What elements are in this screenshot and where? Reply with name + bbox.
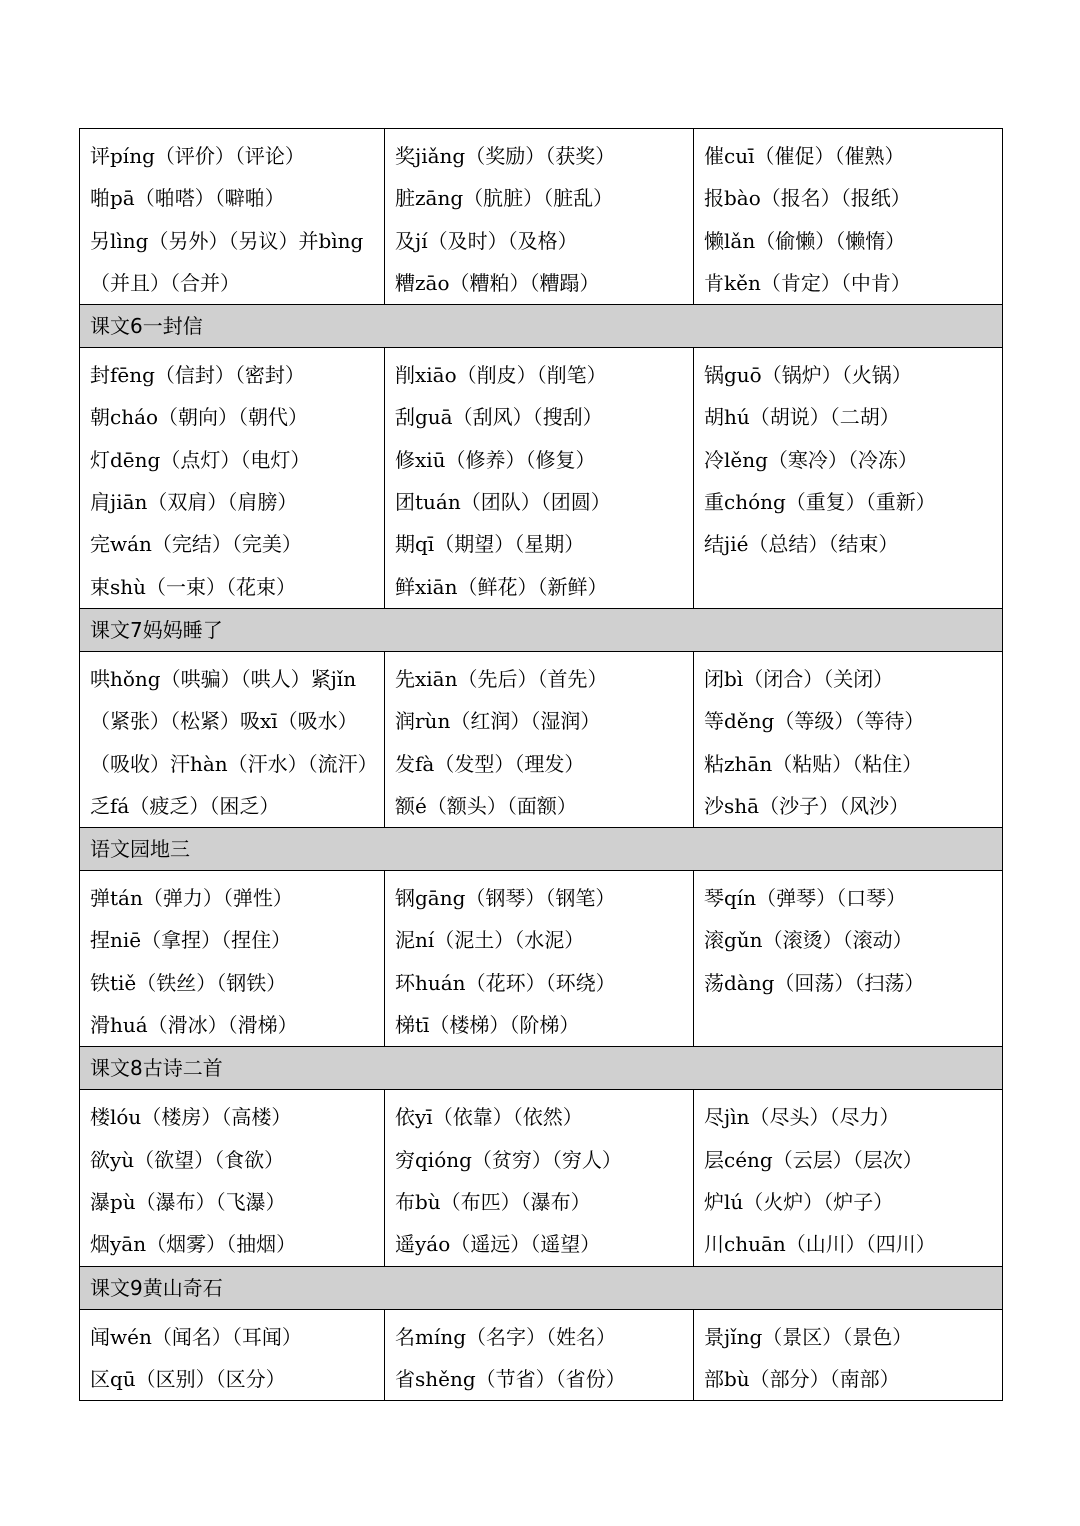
vocabulary-entry: 泥ní（泥土）（水泥） [395, 928, 585, 953]
vocabulary-entry: 等děng（等级）（等待） [704, 709, 925, 734]
vocabulary-entry: 报bào（报名）（报纸） [704, 186, 911, 211]
vocabulary-entry: 捏niē（拿捏）（捏住） [90, 928, 292, 953]
vocabulary-entry: 省shěng（节省）（省份） [395, 1366, 626, 1391]
vocabulary-entry: 钢gāng（钢琴）（钢笔） [395, 886, 616, 911]
vocabulary-entry: 名míng（名字）（姓名） [395, 1324, 617, 1349]
vocabulary-entry: 乏fá（疲乏）（困乏） [90, 793, 280, 818]
vocabulary-entry: 锅guō（锅炉）（火锅） [704, 363, 912, 388]
vocabulary-row [80, 871, 1003, 1047]
vocabulary-entry: 团tuán（团队）（团圆） [395, 490, 611, 515]
lesson-header-row [80, 828, 1003, 871]
vocabulary-cell [694, 129, 1003, 305]
vocabulary-entry: 遥yáo（遥远）（遥望） [395, 1232, 601, 1257]
vocabulary-cell [385, 651, 694, 827]
vocabulary-cell [385, 1309, 694, 1401]
vocabulary-entry: 布bù（布匹）（瀑布） [395, 1189, 591, 1214]
vocabulary-entry: 削xiāo（削皮）（削笔） [395, 363, 607, 388]
vocabulary-entry: 依yī（依靠）（依然） [395, 1105, 583, 1130]
vocabulary-entry: 层céng（云层）（层次） [704, 1147, 923, 1172]
vocabulary-entry: 粘zhān（粘贴）（粘住） [704, 751, 923, 776]
vocabulary-cell [385, 871, 694, 1047]
vocabulary-entry: 滚gǔn（滚烫）（滚动） [704, 928, 913, 953]
vocabulary-entry: 沙shā（沙子）（风沙） [704, 793, 910, 818]
vocabulary-cell [80, 651, 385, 827]
vocabulary-row [80, 651, 1003, 827]
lesson-title: 课文9黄山奇石 [80, 1266, 1003, 1309]
vocabulary-entry: 瀑pù（瀑布）（飞瀑） [90, 1189, 286, 1214]
vocabulary-entry: 评píng（评价）（评论） [90, 144, 305, 168]
vocabulary-entry: 尽jìn（尽头）（尽力） [704, 1105, 900, 1130]
vocabulary-entry: 重chóng（重复）（重新） [704, 490, 936, 515]
vocabulary-entry: 穷qióng（贫穷）（穷人） [395, 1147, 622, 1172]
vocabulary-entry: 修xiū（修养）（修复） [395, 447, 596, 472]
vocabulary-entry: 景jǐng（景区）（景色） [704, 1324, 913, 1349]
vocabulary-entry: 及jí（及时）（及格） [395, 228, 578, 253]
lesson-header-row [80, 608, 1003, 651]
vocabulary-entry: 滑huá（滑冰）（滑梯） [90, 1013, 298, 1038]
vocabulary-entry: 期qī（期望）（星期） [395, 532, 585, 557]
vocabulary-entry: 先xiān（先后）（首先） [395, 666, 608, 691]
vocabulary-cell [694, 871, 1003, 1047]
lesson-header-row [80, 305, 1003, 348]
vocabulary-entry: 另lìng（另外）（另议）并bìng（并且）（合并） [90, 228, 364, 295]
vocabulary-entry: 铁tiě（铁丝）（钢铁） [90, 970, 287, 995]
vocabulary-entry: 部bù（部分）（南部） [704, 1366, 900, 1391]
vocabulary-cell [694, 348, 1003, 609]
vocabulary-entry: 哄hǒng（哄骗）（哄人）紧jǐn（紧张）（松紧）吸xī（吸水）（吸收）汗hàn（汗水）（流汗） [90, 666, 378, 776]
vocabulary-entry: 奖jiǎng（奖励）（获奖） [395, 144, 616, 168]
vocabulary-entry: 懒lǎn（偷懒）（懒惰） [704, 228, 906, 253]
vocabulary-entry: 荡dàng（回荡）（扫荡） [704, 970, 925, 995]
vocabulary-entry: 胡hú（胡说）（二胡） [704, 405, 900, 430]
vocabulary-entry: 闻wén（闻名）（耳闻） [90, 1324, 302, 1349]
vocabulary-table [79, 128, 1003, 1401]
vocabulary-cell [694, 1309, 1003, 1401]
vocabulary-cell [80, 871, 385, 1047]
vocabulary-entry: 冷lěng（寒冷）（冷冻） [704, 447, 918, 472]
vocabulary-entry: 束shù（一束）（花束） [90, 574, 297, 599]
vocabulary-entry: 区qū（区别）（区分） [90, 1366, 286, 1391]
vocabulary-row [80, 1309, 1003, 1401]
vocabulary-entry: 糟zāo（糟粕）（糟蹋） [395, 270, 600, 295]
vocabulary-cell [385, 129, 694, 305]
vocabulary-entry: 发fà（发型）（理发） [395, 751, 585, 776]
vocabulary-entry: 肩jiān（双肩）（肩膀） [90, 490, 298, 515]
vocabulary-entry: 封fēng（信封）（密封） [90, 363, 305, 388]
vocabulary-entry: 结jié（总结）（结束） [704, 532, 899, 557]
vocabulary-entry: 炉lú（火炉）（炉子） [704, 1189, 894, 1214]
vocabulary-entry: 川chuān（山川）（四川） [704, 1232, 936, 1257]
vocabulary-entry: 啪pā（啪嗒）（噼啪） [90, 186, 285, 211]
vocabulary-cell [694, 651, 1003, 827]
vocabulary-entry: 催cuī（催促）（催熟） [704, 144, 905, 168]
lesson-title: 语文园地三 [80, 828, 1003, 871]
vocabulary-entry: 楼lóu（楼房）（高楼） [90, 1105, 292, 1130]
vocabulary-row [80, 129, 1003, 305]
vocabulary-entry: 润rùn（红润）（湿润） [395, 709, 601, 734]
vocabulary-entry: 完wán（完结）（完美） [90, 532, 302, 557]
vocabulary-cell [80, 1090, 385, 1266]
vocabulary-cell [694, 1090, 1003, 1266]
vocabulary-row [80, 1090, 1003, 1266]
vocabulary-entry: 脏zāng（肮脏）（脏乱） [395, 186, 614, 211]
lesson-header-row [80, 1047, 1003, 1090]
vocabulary-cell [80, 1309, 385, 1401]
vocabulary-entry: 欲yù（欲望）（食欲） [90, 1147, 285, 1172]
vocabulary-entry: 肯kěn（肯定）（中肯） [704, 270, 911, 295]
vocabulary-entry: 琴qín（弹琴）（口琴） [704, 886, 907, 911]
vocabulary-entry: 环huán（花环）（环绕） [395, 970, 616, 995]
vocabulary-cell [385, 348, 694, 609]
vocabulary-cell [80, 348, 385, 609]
vocabulary-entry: 烟yān（烟雾）（抽烟） [90, 1232, 297, 1257]
vocabulary-entry: 弹tán（弹力）（弹性） [90, 886, 293, 911]
vocabulary-entry: 朝cháo（朝向）（朝代） [90, 405, 309, 430]
vocabulary-entry: 闭bì（闭合）（关闭） [704, 666, 894, 691]
vocabulary-entry: 额é（额头）（面额） [395, 793, 577, 818]
lesson-header-row [80, 1266, 1003, 1309]
vocabulary-entry: 梯tī（楼梯）（阶梯） [395, 1013, 580, 1038]
lesson-title: 课文6一封信 [80, 305, 1003, 348]
lesson-title: 课文7妈妈睡了 [80, 608, 1003, 651]
vocabulary-row [80, 348, 1003, 609]
lesson-title: 课文8古诗二首 [80, 1047, 1003, 1090]
vocabulary-cell [80, 129, 385, 305]
vocabulary-entry: 刮guā（刮风）（搜刮） [395, 405, 603, 430]
vocabulary-entry: 鲜xiān（鲜花）（新鲜） [395, 574, 608, 599]
vocabulary-cell [385, 1090, 694, 1266]
vocabulary-entry: 灯dēng（点灯）（电灯） [90, 447, 311, 472]
